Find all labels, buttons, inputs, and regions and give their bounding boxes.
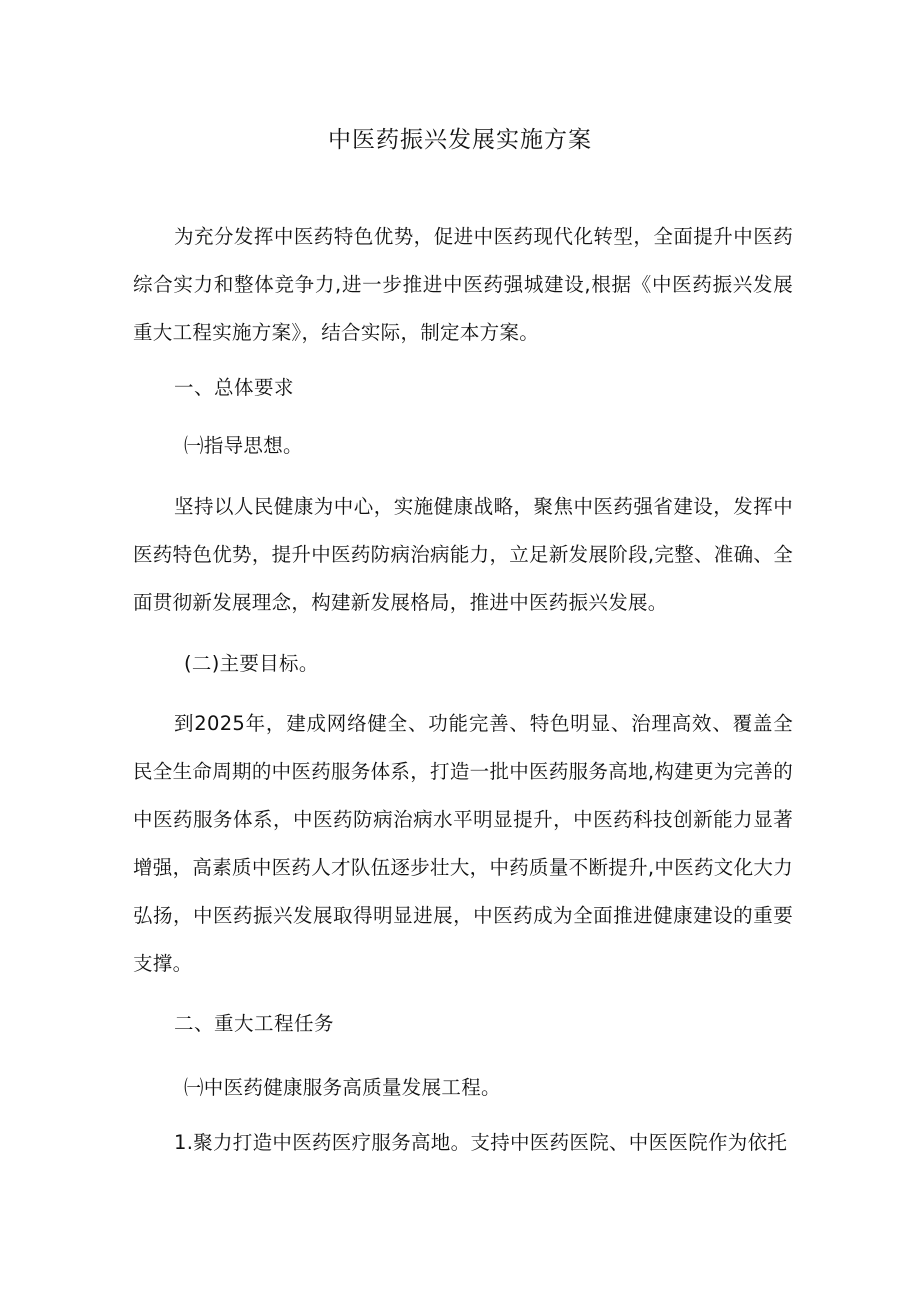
subsection-heading-guiding-thought: ㈠指导思想。 bbox=[184, 434, 303, 457]
intro-paragraph: 为充分发挥中医药特色优势，促进中医药现代化转型，全面提升中医药综合实力和整体竞争力,进一步推进中医药强城建设,根据《中医药振兴发展重大工程实施方案》，结合实际，制定本方案。 bbox=[133, 225, 793, 344]
section-heading-major-projects: 二、重大工程任务 bbox=[174, 1012, 335, 1035]
subsection-heading-main-goals: (二)主要目标。 bbox=[184, 652, 319, 675]
guiding-thought-paragraph: 坚持以人民健康为中心，实施健康战略，聚焦中医药强省建设，发挥中医药特色优势，提升中医药防病治病能力，立足新发展阶段,完整、准确、全面贯彻新发展理念，构建新发展格局，推进中医药振兴发展。 bbox=[133, 495, 793, 614]
subsection-heading-health-service-project: ㈠中医药健康服务高质量发展工程。 bbox=[184, 1076, 501, 1099]
item-paragraph-1: 1.聚力打造中医药医疗服务高地。支持中医药医院、中医医院作为依托 bbox=[174, 1131, 788, 1154]
main-goals-paragraph: 到2025年，建成网络健全、功能完善、特色明显、治理高效、覆盖全民全生命周期的中医药服务体系，打造一批中医药服务高地,构建更为完善的中医药服务体系，中医药防病治病水平明显提升，中医药科技创新能力显著增强，高素质中医药人才队伍逐步壮大，中药质量不断提升,中医药文化大力弘扬，中医药振兴发展取得明显进展，中医药成为全面推进健康建设的重要支撑。 bbox=[133, 712, 793, 975]
section-heading-general-requirements: 一、总体要求 bbox=[174, 376, 295, 399]
document-title: 中医药振兴发展实施方案 bbox=[328, 127, 592, 153]
